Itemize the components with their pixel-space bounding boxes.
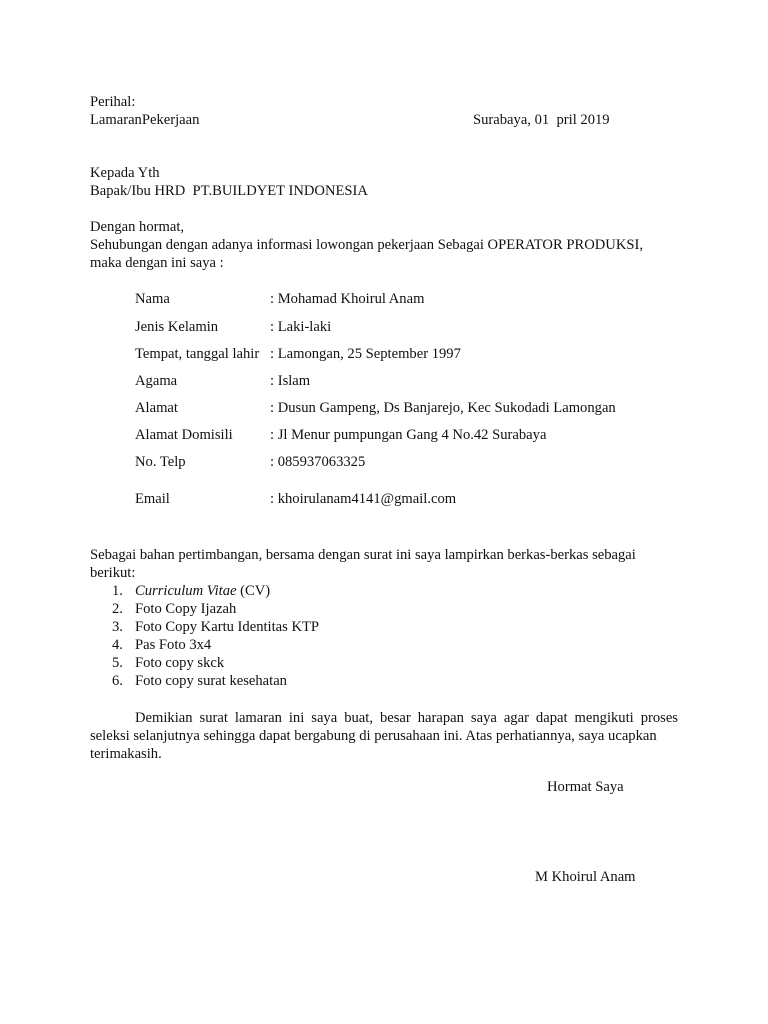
list-item-number: 3. [112,619,123,635]
list-item-text: Foto copy surat kesehatan [135,673,287,689]
list-item-number: 6. [112,673,123,689]
identity-label: Alamat [135,400,178,416]
recipient-line-1: Kepada Yth [90,165,160,181]
closing-line-2: seleksi selanjutnya sehingga dapat bergabung di perusahaan ini. Atas perhatiannya, saya ucapkan [90,728,657,744]
closing-line-1: Demikian surat lamaran ini saya buat, besar harapan saya agar dapat mengikuti proses [135,710,678,726]
greeting: Dengan hormat, [90,219,185,235]
attachments-intro-line-1: Sebagai bahan pertimbangan, bersama dengan surat ini saya lampirkan berkas-berkas sebagai [90,547,636,563]
identity-value: : Laki-laki [270,319,332,335]
identity-label: Tempat, tanggal lahir [135,346,260,362]
list-item-number: 2. [112,601,123,617]
attachments-intro-line-2: berikut: [90,565,136,581]
intro-paragraph [90,236,678,272]
list-item-text: Foto copy skck [135,655,225,671]
identity-row [135,490,457,544]
identity-value: : Lamongan, 25 September 1997 [270,346,461,362]
identity-value: : Jl Menur pumpungan Gang 4 No.42 Surabaya [270,427,547,443]
identity-label: Alamat Domisili [135,427,233,443]
identity-value: : Dusun Gampeng, Ds Banjarejo, Kec Sukodadi Lamongan [270,400,616,416]
list-item-text-plain: (CV) [236,583,271,599]
perihal-value: LamaranPekerjaan [90,112,200,128]
identity-label: Jenis Kelamin [135,319,219,335]
place-date: Surabaya, 01 pril 2019 [473,112,610,128]
closing-paragraph [90,709,678,763]
attachments-intro [90,546,678,582]
list-item-number: 1. [112,583,123,599]
identity-value: : Islam [270,373,311,389]
identity-value: : khoirulanam4141@gmail.com [270,491,457,507]
identity-label: Nama [135,291,170,307]
list-item-text: Pas Foto 3x4 [135,637,212,653]
identity-value: : 085937063325 [270,454,366,470]
list-item-number: 4. [112,637,123,653]
signature-name: M Khoirul Anam [535,869,636,885]
list-item-text [135,582,270,600]
identity-label: No. Telp [135,454,186,470]
closing-line-3: terimakasih. [90,746,162,762]
list-item-text-italic: Curriculum Vitae [135,583,237,599]
perihal-label: Perihal: [90,94,136,110]
list-item-number: 5. [112,655,123,671]
intro-line-1: Sehubungan dengan adanya informasi lowongan pekerjaan Sebagai OPERATOR PRODUKSI, [90,237,643,253]
identity-label: Agama [135,373,178,389]
recipient-line-2: Bapak/Ibu HRD PT.BUILDYET INDONESIA [90,183,368,199]
list-item-text: Foto Copy Ijazah [135,601,237,617]
identity-value: : Mohamad Khoirul Anam [270,291,425,307]
signature-regards: Hormat Saya [547,779,624,795]
list-item-text: Foto Copy Kartu Identitas KTP [135,619,320,635]
intro-line-2: maka dengan ini saya : [90,255,224,271]
identity-label: Email [135,491,170,507]
